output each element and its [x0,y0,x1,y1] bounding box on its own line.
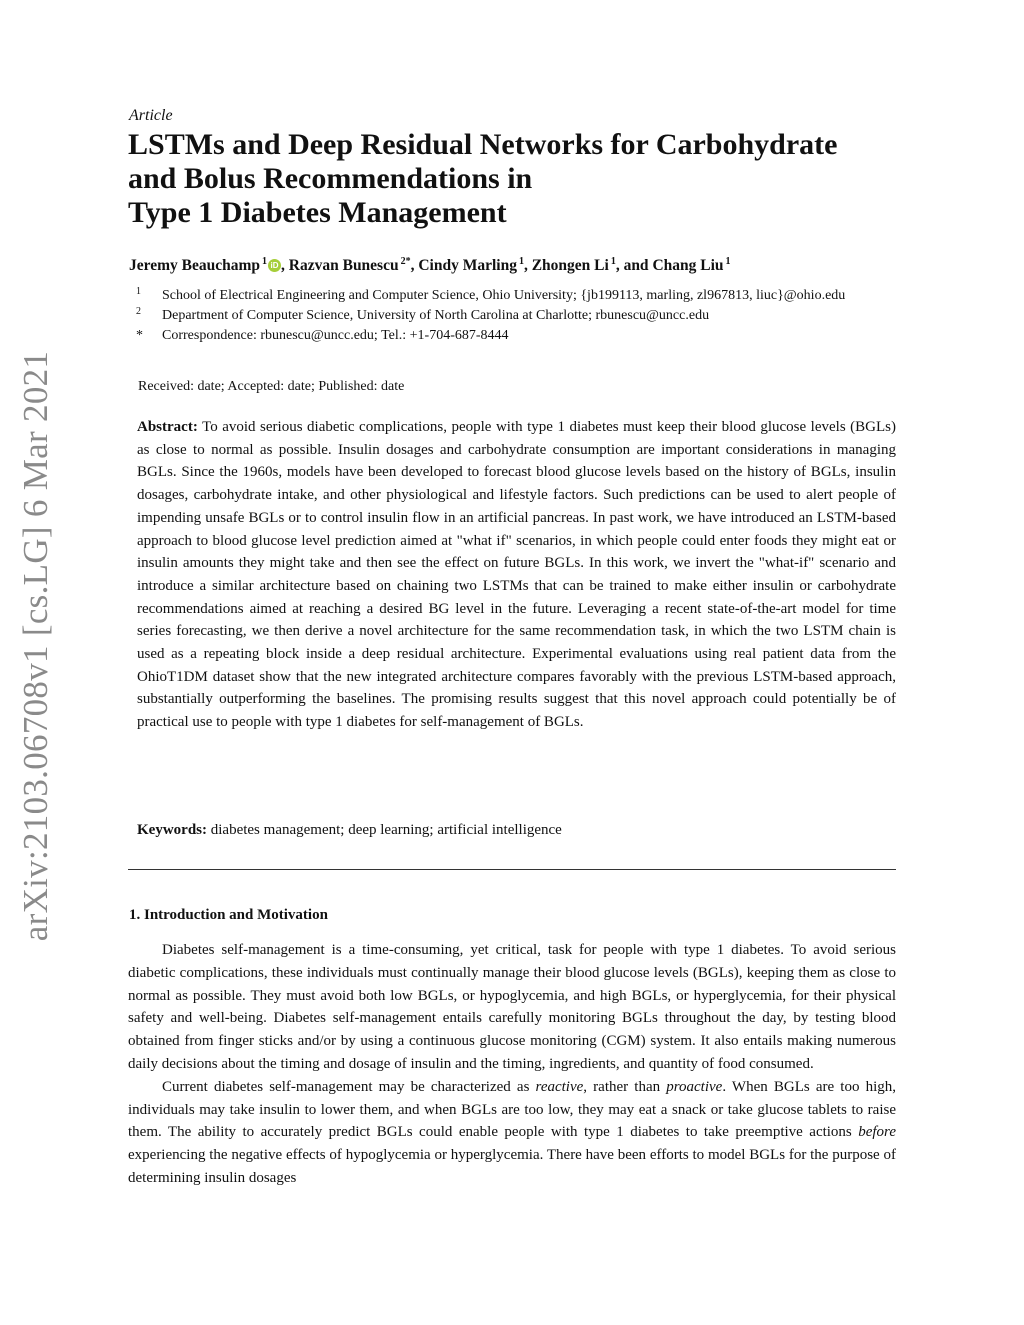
author-affiliation-mark: 1 [518,256,524,267]
affiliation-mark: 2 [136,306,141,317]
section-body [128,939,896,1190]
author-name: Chang Liu [652,257,724,274]
arxiv-identifier: arXiv:2103.06708v1 [cs.LG] 6 Mar 2021 [16,350,55,942]
author-list [129,256,731,275]
body-text-run: experiencing the negative effects of hypoglycemia or hyperglycemia. There have been efforts to model BGLs for the purpose of determining insulin dosages [128,1147,896,1186]
author-name: Cindy Marling [418,257,517,274]
affiliation-text: Department of Computer Science, University of North Carolina at Charlotte; rbunescu@uncc.edu [162,308,710,323]
body-text-run: Current diabetes self-management may be characterized as [162,1078,536,1095]
emphasis-text: before [858,1124,896,1141]
title-line-1: LSTMs and Deep Residual Networks for Carbohydrate [128,128,838,161]
author-affiliation-mark: 1 [725,256,731,267]
article-type: Article [129,107,173,124]
publication-dates: Received: date; Accepted: date; Published: date [138,379,405,394]
author-name: Zhongen Li [531,257,609,274]
emphasis-text: reactive [535,1078,584,1095]
emphasis-text: proactive [666,1078,723,1095]
author-separator: , [523,257,532,274]
abstract-text: To avoid serious diabetic complications, people with type 1 diabetes must keep their blood glucose levels (BGLs) as close to normal as possible. Insulin dosages and carbohydrate consumption are important considerations in managing BGLs. Since the 1960s, models have been developed to forecast blood glucose levels based on the history of BGLs, insulin dosages, carbohydrate intake, and other physiological and lifestyle factors. Such predictions can be used to alert people of impending unsafe BGLs or to control insulin flow in an artificial pancreas. In past work, we have introduced an LSTM-based approach to blood glucose level prediction aimed at "what if" scenarios, in which people could enter foods they might eat or insulin amounts they might take and then see the effect on future BGLs. In this work, we invert the "what-if" scenario and introduce a similar architecture based on chaining two LSTMs that can be trained to make either insulin or carbohydrate recommendations aimed at reaching a desired BG level in the future. Leveraging a recent state-of-the-art model for time series forecasting, we then derive a novel architecture for the same recommendation task, in which the two LSTM chain is used as a repeating block inside a deep residual architecture. Experimental evaluations using real patient data from the OhioT1DM dataset show that the new integrated architecture compares favorably with the previous LSTM-based approach, substantially outperforming the baselines. The promising results suggest that this novel approach could potentially be of practical use to people with type 1 diabetes for self-management of BGLs. [137,419,896,731]
title-line-3: Type 1 Diabetes Management [128,196,507,229]
abstract [137,416,896,734]
keywords-text: diabetes management; deep learning; artificial intelligence [210,822,562,838]
author-name: Razvan Bunescu [288,257,399,274]
affiliations [136,286,906,346]
keywords [137,822,562,839]
correspondence-mark: * [136,328,143,343]
body-paragraph [128,1076,896,1190]
body-text-run: , rather than [583,1078,667,1095]
correspondence-item [136,326,906,346]
orcid-icon[interactable]: iD [268,259,281,272]
abstract-label: Abstract: [137,419,198,435]
affiliation-text: School of Electrical Engineering and Computer Science, Ohio University; {jb199113, marling, zl967813, liuc}@ohio.edu [162,288,846,303]
author-affiliation-mark: 1 [262,256,268,267]
body-text-run: . When BGLs are too high, individuals may take insulin to lower them, and when BGLs are too low, they may eat a snack or take glucose tablets to raise them. The ability to accurately predict BGLs could enable people with type 1 diabetes to take preemptive actions [128,1078,896,1141]
author-name: Jeremy Beauchamp [129,257,261,274]
section-heading: 1. Introduction and Motivation [129,907,328,923]
author-affiliation-mark: 1 [610,256,616,267]
keywords-label: Keywords: [137,822,207,838]
correspondence-text: Correspondence: rbunescu@uncc.edu; Tel.: +1-704-687-8444 [162,328,509,343]
author-separator: , and [615,257,653,274]
author-separator: , [410,257,419,274]
affiliation-mark: 1 [136,286,141,297]
author-separator: , [281,257,289,274]
title-line-2: and Bolus Recommendations in [128,162,533,195]
affiliation-item [136,286,906,306]
body-paragraph: Diabetes self-management is a time-consuming, yet critical, task for people with type 1 diabetes. To avoid serious diabetic complications, these individuals must continually manage their blood glucose levels (BGLs), keeping them as close to normal as possible. They must avoid both low BGLs, or hypoglycemia, and high BGLs, or hyperglycemia, for their physical safety and well-being. Diabetes self-management entails carefully monitoring BGLs throughout the day, by testing blood obtained from finger sticks and/or by using a continuous glucose monitoring (CGM) system. It also entails making numerous daily decisions about the timing and dosage of insulin and the timing, ingredients, and quantity of food consumed. [128,942,896,1072]
affiliation-item [136,306,906,326]
paper-title [128,128,918,230]
author-affiliation-mark: 2* [400,256,411,267]
section-divider [128,869,896,870]
